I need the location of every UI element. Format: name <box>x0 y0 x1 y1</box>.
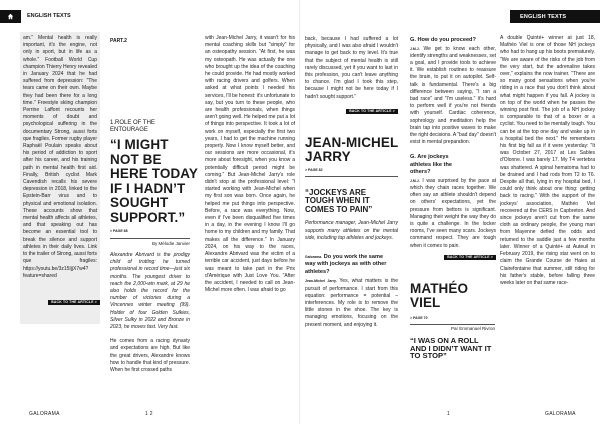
divider <box>410 324 495 325</box>
answer-text: I was surprised by the pace at which they chain races together. We often say an athlete shouldn't depend on others' expectations, yet the pressure from bettors is significant. Managing their weight the way they do is quite a challenge. In the locker rooms, I've seen many scars. Jockeys command respect. They are tough when it comes to pain. <box>410 177 496 249</box>
sidebar-text: am." Mental health is really important, it's the engine, not only in sport, but in life as a whole." Football World Cup champion Thierry Henry revealed in January 2024 that he had suffered from depression: "The tears came on their own. Maybe they had been there for a long time." Freestyle skiing champion Perrine Laffont recounts her moments of doubt and psychological suffering in the documentary Strong, aussi forts que fragiles. Former rugby player Raphaël Poulain speaks about his period of addiction to sport after his career, and his training path in mental health first aid. Finally, British cyclist Mark Cavendish recalls his severe depression in 2018, linked to the Epstein-Barr virus and to physical and emotional isolation. These accounts show that mental health affects all athletes, and that speaking out has become an essential tool to break the silence and support athletes in their daily lives. Link to the trailer of Strong, aussi forts que fragiles: https://youtu.be/3z15IjjX7w4?feature=shared <box>23 35 97 279</box>
footer-brand-left: GALORAMA <box>29 411 60 417</box>
answer-label: J.M.J. <box>410 46 420 51</box>
article-column-a <box>305 36 400 329</box>
article-column-b <box>410 37 496 360</box>
section-label: ENGLISH TEXTS <box>27 13 71 19</box>
question <box>305 254 395 277</box>
byline: By Mélodie Janvier <box>151 241 190 246</box>
intro-text: Alexandre Abrivard is the prodigy child of trotting: he turned professional in record time—just six months. The youngest driver to reach the 2,000-win mark, at 29 he also holds the record for the number of victories during a Vincennes winter meeting (99). Holder of four Golden Sulkies, Silver Sulky in 2022 and Bronze in 2023, he moves fast. Very fast. <box>110 252 190 331</box>
byline: Par Emmanuel Rivron <box>450 325 495 331</box>
answer <box>410 178 496 250</box>
profile-name: MATHÉO VIEL <box>410 280 469 311</box>
back-to-article-button[interactable]: BACK TO THE ARTICLE > <box>444 255 496 260</box>
question-label: Galorama. <box>305 254 323 259</box>
gutter <box>299 0 301 424</box>
answer-label: J.M.J. <box>410 178 420 183</box>
footer-brand-right: GALORAMA <box>545 411 576 417</box>
answer-label: Jean-Michel Jarry. <box>305 279 337 284</box>
profile-quote: “I WAS ON A ROLL AND I DIDN’T WANT IT TO STOP” <box>410 335 492 361</box>
question: G. How do you proceed? <box>410 37 476 43</box>
answer <box>305 278 398 328</box>
section-header <box>510 10 600 23</box>
body-text: He comes from a racing dynasty and expectations are high. But like the great drivers, Alexandre knows how to handle that kind of pressure. When he first crossed paths <box>110 338 190 374</box>
interview-intro: Performance manager, Jean-Michel Jarry supports many athletes on the mental side, including top athletes and jockeys. <box>305 220 398 241</box>
part-label: PART.2 <box>110 38 127 44</box>
article-column-2 <box>110 38 198 374</box>
body-text-colC: A double Quinté+ winner at just 18, Mathéo Viel is one of those NH jockeys who had to hang up his boots prematurely. "We are aware of the risks of the job from the very start, but the adrenaline takes over," explains the now trainer. "There are so many good sensations when you're riding in a race that you don't think about what might happen if you fall. A jockey is on top of the world when he passes the winning post first. The job of a NH jockey is comparable to that of a boxer or a cyclist. You need to be mentally tough. You can be at the top one day and wake up in a hospital bed the next." He remembers his first big fall as if it were yesterday: "It was October 27, 2017 at Les Sables d'Olonne. I was barely 17. My T4 vertebra was shattered. A spinal hematoma had to be drained and I had rods from T2 to T6. Despite all that, lying in my hospital bed, I could only think about one thing: getting back to racing." With the support of the jockeys' association, Mathéo Viel recovered at the CERS in Capbreton. And since jockeys aren't cut from the same cloth as ordinary people, the young man from Mayenne defied the odds and returned to the saddle just a few months later. Winner of a Quinté+ at Auteuil in February 2019, the rising star went on to claim the Grande Course de Haies at Clairefontaine that summer, still riding for his father's stable, before falling three weeks later on that same race- <box>500 35 595 286</box>
question: G. Are jockeys athletes like the others? <box>410 154 452 176</box>
home-tab[interactable] <box>0 10 21 23</box>
question-text: Do you work the same way with jockeys as with other athletes? <box>305 253 387 275</box>
divider <box>305 176 398 177</box>
interviewee-name: JEAN-MICHEL JARRY <box>305 134 399 165</box>
page-number-left: 1 2 <box>145 411 153 417</box>
answer <box>410 46 496 147</box>
page-ref[interactable]: > PAGE 88 <box>110 229 128 233</box>
section-title: 1.ROLE OF THE ENTOURAGE <box>110 120 155 133</box>
answer-text: Yes, what matters is the pursuit of performance. I start from this equation: performance = potential – interferences. My role is to remove the little stones in the shoe. The key is managing emotions, focusing on the present moment, and enjoying it. <box>305 278 398 328</box>
body-text-col3: with Jean-Michel Jarry, it wasn't for his mental coaching skills but "simply" for an osteopathy session. "At first, he was my osteopath. He was actually the one who brought up the idea of the coaching he could provide. He had mostly worked with racing drivers and golfers. When asked at what points I needed his services, I'll be honest: it's unfortunate to say, but you turn to these people, who are health professionals, when things aren't going well. He helped me put a lot of things into perspective. It took a lot of work on myself, especially the first two years, I had to get the machine running properly. Now I know myself better, and our sessions are more occasional, it's more about foresight, when you know a potentially difficult period might be coming." But Jean-Michel Jarry's role didn't stop at the professional level: "I started working with Jean-Michel when my first son was born. Once again, he helped me put things into perspective. Before, a race was everything. Now, even if I've been disqualified five times in a day, in the evening I know I'll go home to my children and my family. That makes all the difference." In January 2024, on his way to the races, Alexandre Abrivard was the victim of a terrible car accident, just days before he was meant to take part in the Prix d'Amérique with Just Love You. "After the accident, I needed to call on Jean-Michel more often. I was afraid to go <box>205 35 296 294</box>
section-label: ENGLISH TEXTS <box>520 13 567 20</box>
page-ref[interactable]: > PAGE 70 <box>410 315 428 320</box>
divider <box>110 238 190 239</box>
page-number-right: 1 <box>447 411 451 417</box>
pull-quote: “I MIGHT NOT BE HERE TODAY IF I HADN’T SOUGHT SUPPORT.” <box>110 137 198 225</box>
home-icon <box>7 13 14 20</box>
body-text-colA: back, because I had suffered a lot physically, and I was also afraid I wouldn't manage to get back to my level. It's true that the subject of mental health is still rarely discussed, yet if you want to last in this profession, you can't leave anything to chance. I'm glad I took this step, because I might not be here today if I hadn't sought support." <box>305 36 398 100</box>
back-to-article-button[interactable]: BACK TO THE ARTICLE > <box>48 300 100 305</box>
answer-text: We get to know each other, identify strengths and weaknesses, set a goal, and I provide tools to achieve it. We establish routines to reassure the brain, to put it on autopilot. Self-talk is fundamental. There's a big difference between saying, "I ran a bad race" and "I'm useless." It's hard to perform well if you're not friends with yourself. Cardiac coherence, sophrology and meditation help the brain tap into positive waves to make the right decisions. A "bad day" doesn't exist in mental preparation. <box>410 45 496 146</box>
back-to-article-button[interactable]: BACK TO THE ARTICLE > <box>346 109 398 114</box>
interview-quote: “JOCKEYS ARE TOUGH WHEN IT COMES TO PAIN” <box>305 187 373 214</box>
page-ref[interactable]: > PAGE 82 <box>305 167 323 172</box>
sidebar-column <box>23 35 100 305</box>
